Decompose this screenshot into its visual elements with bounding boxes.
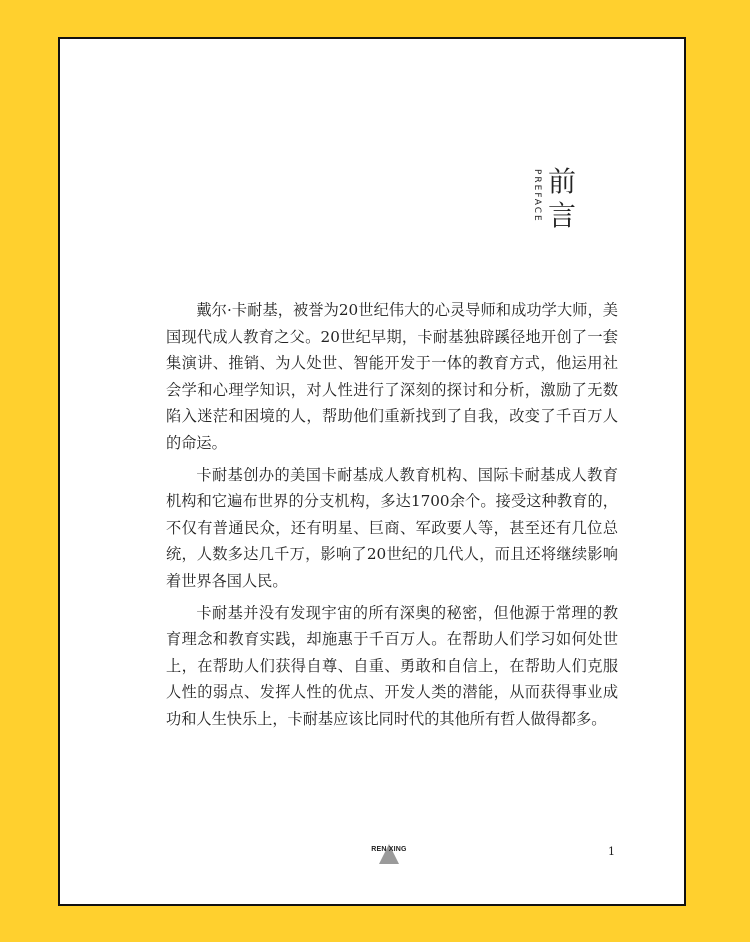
preface-body <box>166 297 618 738</box>
preface-chinese-title: 前言 <box>548 165 577 232</box>
paragraph-1: 戴尔·卡耐基，被誉为20世纪伟大的心灵导师和成功学大师，美国现代成人教育之父。20世纪早期，卡耐基独辟蹊径地开创了一套集演讲、推销、为人处世、智能开发于一体的教育方式，他运用社会学和心理学知识，对人性进行了深刻的探讨和分析，激励了无数陷入迷茫和困境的人，帮助他们重新找到了自我，改变了千百万人的命运。 <box>166 301 618 452</box>
preface-heading <box>532 165 622 275</box>
paragraph-3: 卡耐基并没有发现宇宙的所有深奥的秘密，但他源于常理的教育理念和教育实践，却施惠于千百万人。在帮助人们学习如何处世上，在帮助人们获得自尊、自重、勇敢和自信上，在帮助人们克服人性的弱点、发挥人性的优点、开发人类的潜能，从而获得事业成功和人生快乐上，卡耐基应该比同时代的其他所有哲人做得都多。 <box>166 603 618 728</box>
logo-text: REN XING <box>371 846 407 853</box>
preface-english-label: PREFACE <box>532 169 542 223</box>
paragraph-2: 卡耐基创办的美国卡耐基成人教育机构、国际卡耐基成人教育机构和它遍布世界的分支机构，多达1700余个。接受这种教育的，不仅有普通民众，还有明星、巨商、军政要人等，甚至还有几位总统，人数多达几千万，影响了20世纪的几代人，而且还将继续影响着世界各国人民。 <box>166 465 618 590</box>
publisher-logo <box>366 843 412 865</box>
book-page <box>58 37 686 906</box>
page-number: 1 <box>608 845 615 858</box>
